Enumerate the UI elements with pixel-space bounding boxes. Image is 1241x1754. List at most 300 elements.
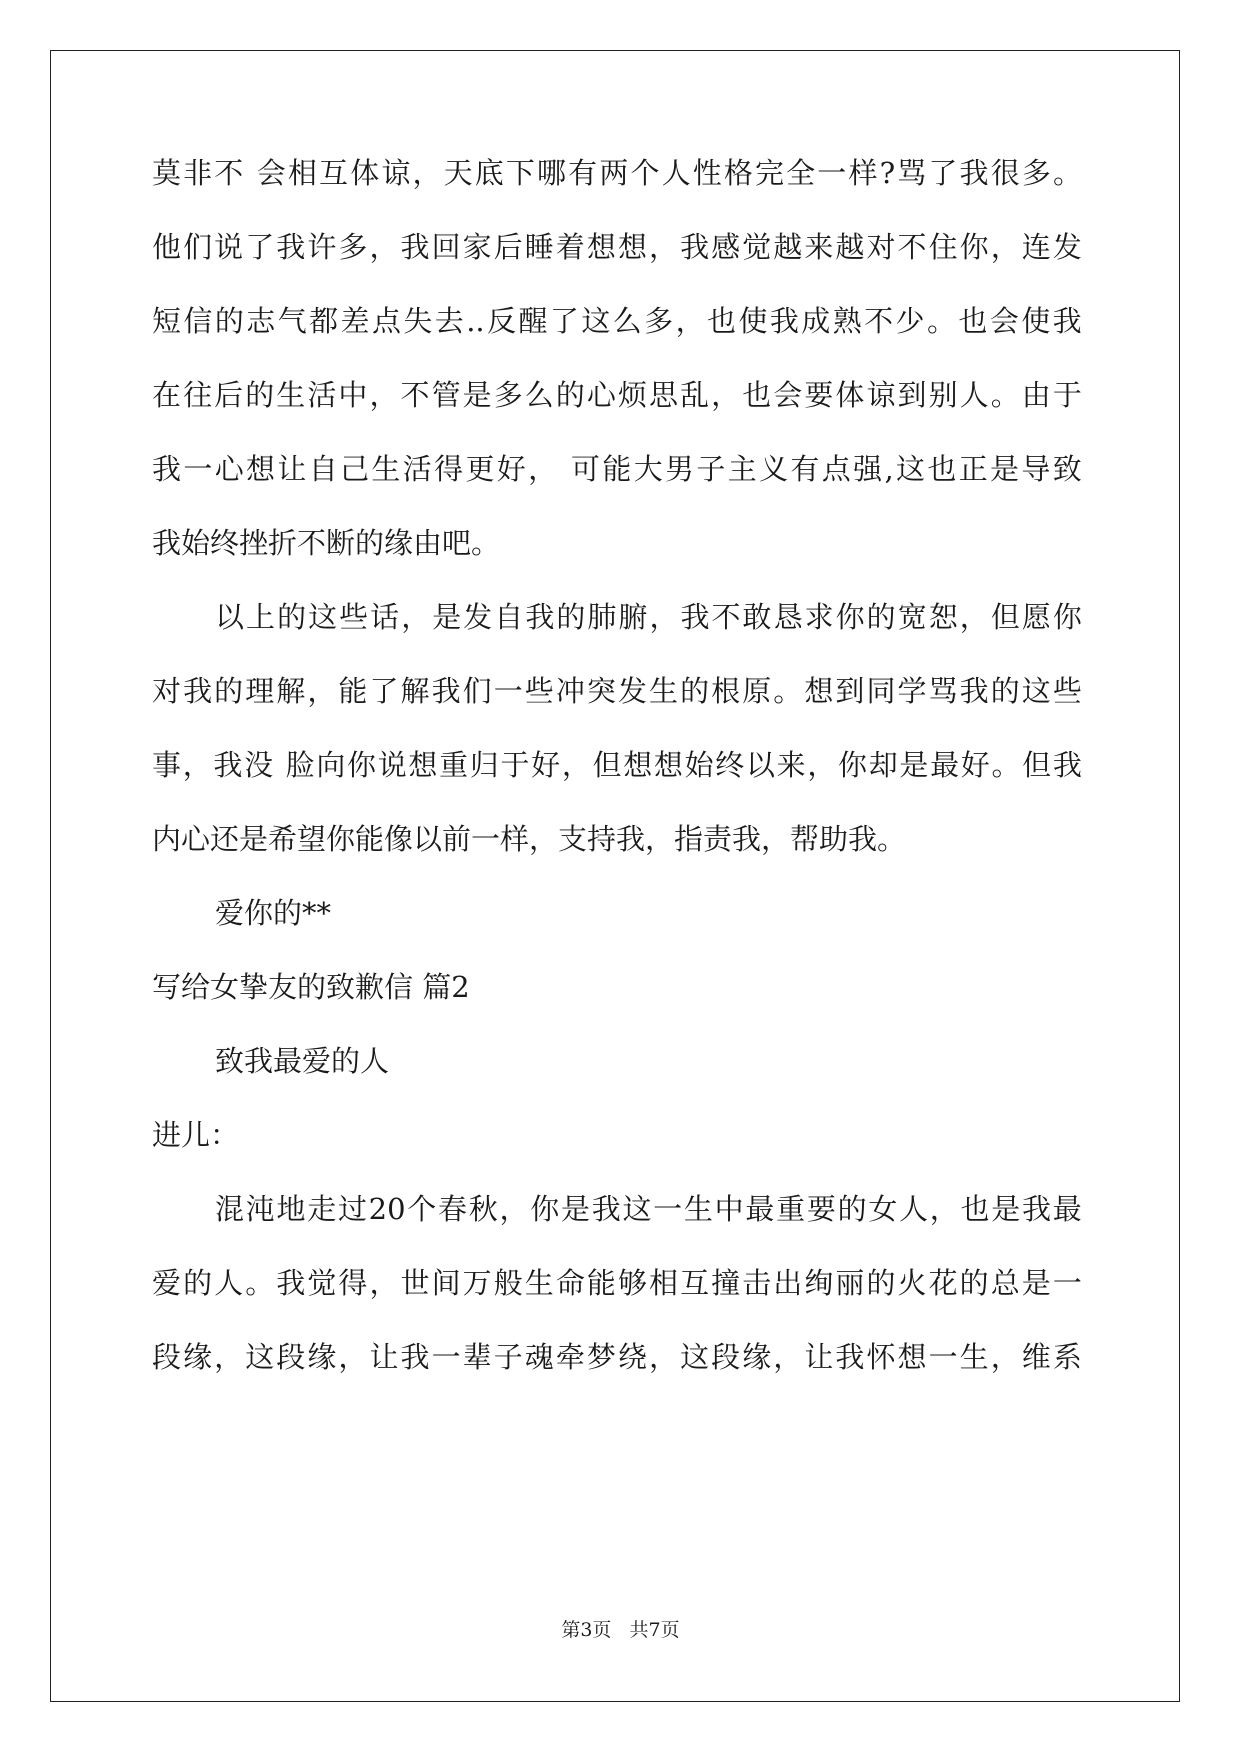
- text-glyph: 人: [661, 156, 691, 190]
- text-glyph: 家: [462, 230, 492, 264]
- text-glyph: 熟: [832, 304, 862, 338]
- text-glyph: 生: [276, 378, 306, 412]
- text-glyph: 好: [496, 452, 526, 486]
- text-glyph: 生: [649, 674, 679, 708]
- text-glyph: 但: [990, 600, 1020, 634]
- text-glyph: 去: [434, 304, 464, 338]
- text-glyph: 要: [804, 378, 834, 412]
- text-glyph: 骂: [928, 674, 958, 708]
- signature-line: 爱你的**: [215, 896, 332, 930]
- text-glyph: 的: [556, 600, 586, 634]
- text-glyph: 想: [653, 748, 683, 782]
- text-glyph: ，: [369, 1266, 399, 1300]
- text-glyph: 发: [1052, 230, 1082, 264]
- text-glyph: 够: [617, 1266, 647, 1300]
- text-glyph: 这: [1021, 674, 1051, 708]
- text-glyph: ，: [807, 748, 837, 782]
- text-glyph: 般: [493, 1266, 523, 1300]
- text-glyph: 我: [680, 230, 710, 264]
- text-glyph: 20: [368, 1192, 406, 1226]
- text-glyph: 让: [804, 1340, 834, 1374]
- text-glyph: 们: [183, 230, 213, 264]
- text-glyph: 我: [400, 230, 430, 264]
- paragraph-first-line: [215, 1192, 1082, 1226]
- text-glyph: 生: [371, 452, 401, 486]
- text-glyph: 失: [403, 304, 433, 338]
- text-glyph: 火: [897, 1266, 927, 1300]
- text-glyph: 我: [400, 1340, 430, 1374]
- text-glyph: 我: [183, 674, 213, 708]
- text-glyph: 想: [617, 230, 647, 264]
- text-glyph: ，: [711, 378, 741, 412]
- text-glyph: 同: [866, 674, 896, 708]
- text-glyph: 多: [1021, 156, 1051, 190]
- text-glyph: 少: [895, 304, 925, 338]
- text-glyph: 。: [990, 378, 1020, 412]
- text-glyph: 点: [821, 452, 851, 486]
- text-glyph: 也: [707, 304, 737, 338]
- text-glyph: 别: [928, 378, 958, 412]
- text-glyph: ?: [879, 156, 896, 190]
- text-glyph: 是: [560, 1192, 590, 1226]
- text-glyph: 不: [400, 378, 430, 412]
- text-glyph: ..: [466, 304, 485, 338]
- text-glyph: 根: [711, 674, 741, 708]
- text-glyph: 多: [644, 304, 674, 338]
- text-glyph: 的: [214, 674, 244, 708]
- text-glyph: 重: [776, 1192, 806, 1226]
- text-glyph: 大: [633, 452, 663, 486]
- text-glyph: 以: [215, 600, 245, 634]
- text-glyph: 一: [431, 1340, 461, 1374]
- text-glyph: 最: [745, 1192, 775, 1226]
- text-glyph: 互: [680, 1266, 710, 1300]
- text-glyph: 点: [371, 304, 401, 338]
- text-glyph: 更: [465, 452, 495, 486]
- text-glyph: 这: [581, 304, 611, 338]
- text-glyph: 是: [432, 600, 462, 634]
- text-glyph: 敢: [742, 600, 772, 634]
- text-glyph: 秋: [468, 1192, 498, 1226]
- text-glyph: 我: [959, 674, 989, 708]
- text-glyph: 魂: [524, 1340, 554, 1374]
- text-glyph: 想: [246, 452, 276, 486]
- text-glyph: 好: [531, 748, 561, 782]
- text-glyph: 越: [835, 230, 865, 264]
- text-glyph: 两: [599, 156, 629, 190]
- text-line: [152, 378, 1082, 412]
- text-glyph: 了: [549, 304, 579, 338]
- text-glyph: 得: [434, 452, 464, 486]
- text-glyph: 突: [586, 674, 616, 708]
- text-glyph: 怀: [866, 1340, 896, 1374]
- text-line: [152, 230, 1082, 264]
- text-glyph: 是: [990, 452, 1020, 486]
- text-glyph: 些: [1052, 674, 1082, 708]
- text-glyph: 发: [463, 600, 493, 634]
- text-glyph: 你: [530, 1192, 560, 1226]
- text-glyph: 话: [370, 600, 400, 634]
- text-glyph: 气: [277, 304, 307, 338]
- text-glyph: 成: [801, 304, 831, 338]
- text-glyph: 短: [152, 304, 182, 338]
- text-glyph: 解: [276, 674, 306, 708]
- text-glyph: 感: [711, 230, 741, 264]
- text-glyph: 原: [742, 674, 772, 708]
- text-glyph: 活: [307, 378, 337, 412]
- text-glyph: 子: [696, 452, 726, 486]
- text-glyph: 我: [835, 1340, 865, 1374]
- text-glyph: ，: [990, 1340, 1020, 1374]
- text-glyph: 始: [684, 748, 714, 782]
- text-glyph: 强: [853, 452, 883, 486]
- text-glyph: 越: [773, 230, 803, 264]
- page-border: [50, 50, 1180, 1702]
- text-glyph: 丽: [835, 1266, 865, 1300]
- text-glyph: 你: [347, 748, 377, 782]
- text-glyph: 命: [555, 1266, 585, 1300]
- text-glyph: 混: [215, 1192, 245, 1226]
- text-glyph: 一: [653, 1192, 683, 1226]
- text-glyph: 最: [930, 748, 960, 782]
- text-glyph: 恕: [928, 600, 958, 634]
- text-glyph: 醒: [518, 304, 548, 338]
- text-glyph: 撞: [711, 1266, 741, 1300]
- text-line: [152, 748, 1082, 782]
- text-glyph: 义: [759, 452, 789, 486]
- text-glyph: ，: [214, 1340, 244, 1374]
- text-glyph: 。: [245, 1266, 275, 1300]
- text-glyph: 的: [837, 1192, 867, 1226]
- text-glyph: 会: [989, 304, 1019, 338]
- text-glyph: 些: [339, 600, 369, 634]
- text-glyph: 一: [183, 452, 213, 486]
- text-glyph: 归: [469, 748, 499, 782]
- text-glyph: 的: [680, 674, 710, 708]
- text-glyph: 男: [665, 452, 695, 486]
- text-glyph: [245, 156, 254, 190]
- text-glyph: 会: [256, 156, 286, 190]
- text-glyph: 到: [835, 674, 865, 708]
- text-glyph: ，: [561, 748, 591, 782]
- text-glyph: 走: [307, 1192, 337, 1226]
- text-glyph: [275, 748, 284, 782]
- text-line: [152, 304, 1082, 338]
- text-glyph: ,: [884, 452, 894, 486]
- text-glyph: 连: [1021, 230, 1051, 264]
- text-glyph: 往: [183, 378, 213, 412]
- text-glyph: ，: [307, 674, 337, 708]
- text-glyph: 反: [487, 304, 517, 338]
- text-glyph: 生: [524, 1266, 554, 1300]
- text-glyph: 们: [462, 674, 492, 708]
- text-glyph: 让: [277, 452, 307, 486]
- text-glyph: 烦: [617, 378, 647, 412]
- text-glyph: 以: [745, 748, 775, 782]
- text-glyph: 觉: [307, 1266, 337, 1300]
- text-glyph: 。: [1052, 156, 1082, 190]
- text-glyph: 你: [838, 748, 868, 782]
- text-glyph: 冲: [555, 674, 585, 708]
- text-glyph: 有: [790, 452, 820, 486]
- text-glyph: 思: [649, 378, 679, 412]
- text-glyph: 生: [683, 1192, 713, 1226]
- text-glyph: 多: [338, 230, 368, 264]
- text-glyph: 天: [443, 156, 473, 190]
- text-glyph: 完: [755, 156, 785, 190]
- text-glyph: 自: [308, 452, 338, 486]
- text-glyph: 你: [835, 600, 865, 634]
- text-glyph: 主: [727, 452, 757, 486]
- text-glyph: 却: [868, 748, 898, 782]
- text-glyph: 后: [214, 378, 244, 412]
- text-glyph: 多: [493, 378, 523, 412]
- text-glyph: 生: [959, 1340, 989, 1374]
- text-glyph: 下: [505, 156, 535, 190]
- text-glyph: 这: [245, 1340, 275, 1374]
- text-glyph: 解: [400, 674, 430, 708]
- text-glyph: 梦: [586, 1340, 616, 1374]
- text-glyph: 了: [928, 156, 958, 190]
- text-glyph: 终: [715, 748, 745, 782]
- text-line: [152, 156, 1082, 190]
- text-glyph: 想: [623, 748, 653, 782]
- text-glyph: 系: [1052, 1340, 1082, 1374]
- text-glyph: 是: [1021, 1266, 1051, 1300]
- text-glyph: 恳: [773, 600, 803, 634]
- text-glyph: 我: [1052, 748, 1082, 782]
- text-glyph: 也: [742, 378, 772, 412]
- text-glyph: 在: [152, 378, 182, 412]
- text-glyph: 这: [680, 1340, 710, 1374]
- text-glyph: 总: [990, 1266, 1020, 1300]
- text-glyph: 睡: [524, 230, 554, 264]
- text-glyph: 管: [431, 378, 461, 412]
- text-glyph: 我: [1052, 304, 1082, 338]
- text-glyph: 谅: [866, 378, 896, 412]
- text-glyph: 不: [711, 600, 741, 634]
- text-glyph: 是: [462, 378, 492, 412]
- text-glyph: 于: [500, 748, 530, 782]
- text-glyph: 心: [586, 378, 616, 412]
- text-glyph: 到: [897, 378, 927, 412]
- text-glyph: 自: [494, 600, 524, 634]
- text-glyph: 想: [897, 1340, 927, 1374]
- text-glyph: ，: [990, 230, 1020, 264]
- text-glyph: 底: [474, 156, 504, 190]
- text-glyph: [559, 452, 568, 486]
- text-glyph: 维: [1021, 1340, 1051, 1374]
- text-glyph: 。: [926, 304, 956, 338]
- recipient-line: 进儿：: [152, 1118, 240, 1152]
- text-glyph: 哪: [537, 156, 567, 190]
- text-glyph: 好: [960, 748, 990, 782]
- page-footer: 第3页 共7页: [561, 1619, 680, 1641]
- text-glyph: 也: [960, 1192, 990, 1226]
- text-glyph: 我: [680, 600, 710, 634]
- text-glyph: 花: [928, 1266, 958, 1300]
- text-glyph: 牵: [555, 1340, 585, 1374]
- text-glyph: 来: [804, 230, 834, 264]
- text-glyph: 骂: [897, 156, 927, 190]
- text-glyph: 的: [555, 378, 585, 412]
- text-glyph: ，: [369, 378, 399, 412]
- text-glyph: 说: [377, 748, 407, 782]
- text-glyph: 对: [152, 674, 182, 708]
- text-glyph: 志: [246, 304, 276, 338]
- text-glyph: 他: [152, 230, 182, 264]
- text-glyph: 世: [400, 1266, 430, 1300]
- text-glyph: 相: [649, 1266, 679, 1300]
- text-glyph: 我: [591, 1192, 621, 1226]
- text-glyph: 人: [899, 1192, 929, 1226]
- text-line: [152, 452, 1082, 486]
- text-glyph: 许: [307, 230, 337, 264]
- text-glyph: 最: [1052, 1192, 1082, 1226]
- text-glyph: 你: [959, 230, 989, 264]
- text-glyph: 。: [991, 748, 1021, 782]
- text-line: 我始终挫折不断的缘由吧。: [152, 526, 501, 560]
- text-glyph: 也: [927, 452, 957, 486]
- text-glyph: 重: [439, 748, 469, 782]
- text-glyph: 我: [431, 674, 461, 708]
- text-glyph: ，: [675, 304, 705, 338]
- text-glyph: 个: [407, 1192, 437, 1226]
- text-glyph: 不: [214, 156, 244, 190]
- text-glyph: 后: [493, 230, 523, 264]
- text-glyph: 相: [287, 156, 317, 190]
- text-glyph: ，: [412, 156, 442, 190]
- text-glyph: 。: [773, 674, 803, 708]
- text-glyph: 差: [340, 304, 370, 338]
- text-glyph: 没: [244, 748, 274, 782]
- text-glyph: 段: [276, 1340, 306, 1374]
- text-glyph: 莫: [152, 156, 182, 190]
- text-glyph: 格: [723, 156, 753, 190]
- text-glyph: 活: [402, 452, 432, 486]
- text-glyph: ，: [649, 230, 679, 264]
- text-glyph: 的: [183, 1266, 213, 1300]
- text-glyph: 来: [776, 748, 806, 782]
- text-glyph: 说: [214, 230, 244, 264]
- text-glyph: 愿: [1021, 600, 1051, 634]
- text-glyph: 能: [586, 1266, 616, 1300]
- text-glyph: 段: [152, 1340, 182, 1374]
- text-glyph: 段: [711, 1340, 741, 1374]
- text-line: [152, 1340, 1082, 1374]
- text-glyph: 这: [308, 600, 338, 634]
- text-glyph: 由: [1021, 378, 1051, 412]
- text-glyph: 体: [350, 156, 380, 190]
- text-glyph: 可: [571, 452, 601, 486]
- text-glyph: 中: [338, 378, 368, 412]
- text-glyph: 个: [630, 156, 660, 190]
- text-glyph: 的: [245, 378, 275, 412]
- text-glyph: 使: [738, 304, 768, 338]
- text-glyph: 我: [276, 1266, 306, 1300]
- text-glyph: 宽: [897, 600, 927, 634]
- section-heading: 写给女挚友的致歉信 篇2: [152, 970, 470, 1004]
- text-glyph: 绕: [617, 1340, 647, 1374]
- text-glyph: 全: [786, 156, 816, 190]
- text-glyph: 爱: [152, 1266, 182, 1300]
- text-glyph: 非: [183, 156, 213, 190]
- text-glyph: ，: [528, 452, 558, 486]
- text-glyph: 人: [959, 378, 989, 412]
- text-glyph: 我: [959, 156, 989, 190]
- text-glyph: 想: [804, 674, 834, 708]
- text-glyph: 沌: [245, 1192, 275, 1226]
- text-glyph: 使: [1021, 304, 1051, 338]
- text-glyph: 过: [337, 1192, 367, 1226]
- text-glyph: 地: [276, 1192, 306, 1226]
- text-glyph: ，: [649, 600, 679, 634]
- text-glyph: 但: [592, 748, 622, 782]
- text-glyph: 缘: [742, 1340, 772, 1374]
- text-glyph: 出: [773, 1266, 803, 1300]
- text-glyph: 事: [152, 748, 182, 782]
- salutation-line: 致我最爱的人: [215, 1044, 390, 1078]
- text-glyph: 想: [408, 748, 438, 782]
- text-glyph: 着: [555, 230, 585, 264]
- text-glyph: 绚: [804, 1266, 834, 1300]
- text-glyph: 的: [990, 674, 1020, 708]
- text-glyph: 互: [319, 156, 349, 190]
- text-glyph: ，: [959, 600, 989, 634]
- text-glyph: 腑: [618, 600, 648, 634]
- text-glyph: 对: [866, 230, 896, 264]
- text-glyph: 我: [213, 748, 243, 782]
- text-glyph: 的: [214, 304, 244, 338]
- text-glyph: 我: [525, 600, 555, 634]
- text-glyph: ，: [401, 600, 431, 634]
- text-glyph: 很: [990, 156, 1020, 190]
- text-glyph: ，: [369, 230, 399, 264]
- text-glyph: 得: [338, 1266, 368, 1300]
- text-glyph: 谅: [381, 156, 411, 190]
- text-glyph: 么: [524, 378, 554, 412]
- text-glyph: 间: [431, 1266, 461, 1300]
- text-glyph: 理: [245, 674, 275, 708]
- text-glyph: 都: [309, 304, 339, 338]
- text-glyph: 一: [1052, 1266, 1082, 1300]
- text-glyph: 女: [868, 1192, 898, 1226]
- text-glyph: 能: [602, 452, 632, 486]
- text-glyph: 正: [958, 452, 988, 486]
- text-glyph: 会: [773, 378, 803, 412]
- text-glyph: 但: [1022, 748, 1052, 782]
- text-glyph: 万: [462, 1266, 492, 1300]
- text-glyph: 求: [804, 600, 834, 634]
- text-glyph: 一: [928, 1340, 958, 1374]
- text-glyph: 不: [897, 230, 927, 264]
- text-glyph: 回: [431, 230, 461, 264]
- text-glyph: 不: [864, 304, 894, 338]
- text-glyph: 能: [338, 674, 368, 708]
- text-glyph: 发: [617, 674, 647, 708]
- text-glyph: 是: [899, 748, 929, 782]
- text-glyph: 了: [369, 674, 399, 708]
- text-glyph: 辈: [462, 1340, 492, 1374]
- text-glyph: ，: [499, 1192, 529, 1226]
- text-line: [152, 1266, 1082, 1300]
- text-glyph: 于: [1052, 378, 1082, 412]
- text-glyph: 的: [866, 600, 896, 634]
- text-glyph: 想: [586, 230, 616, 264]
- text-glyph: 己: [340, 452, 370, 486]
- text-glyph: 让: [369, 1340, 399, 1374]
- text-glyph: 击: [742, 1266, 772, 1300]
